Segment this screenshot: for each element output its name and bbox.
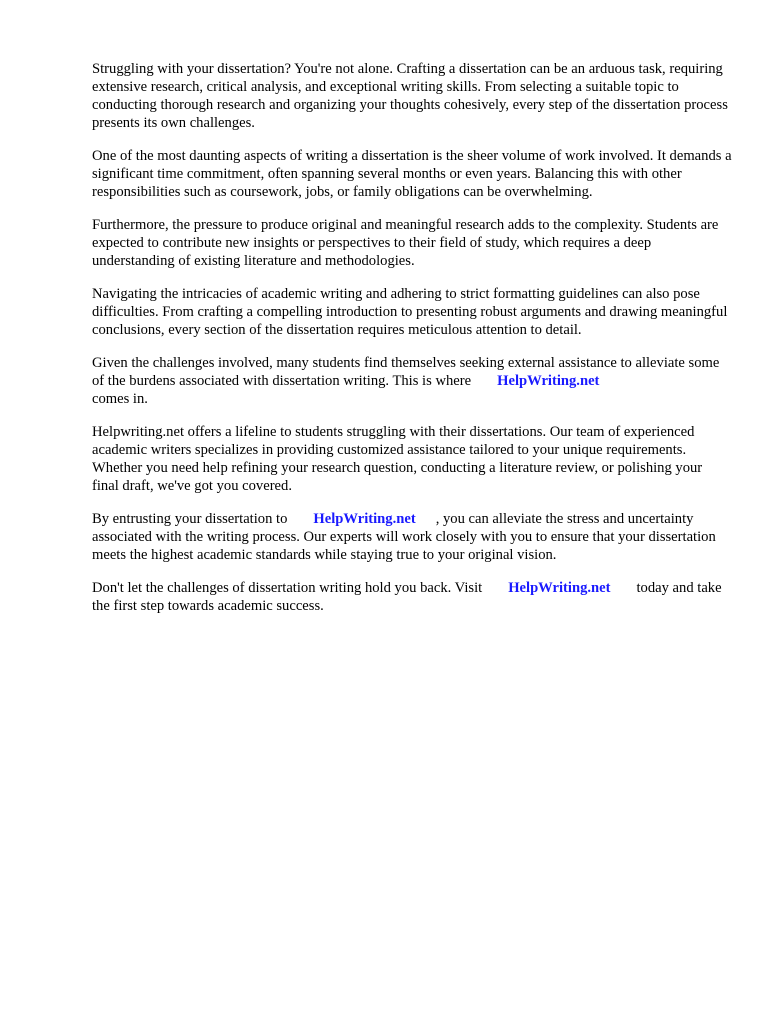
paragraph-assistance [92,354,732,408]
paragraph-lifeline: Helpwriting.net offers a lifeline to students struggling with their dissertations. Our team of experienced academic writers specializes in providing customized assistance tailored to your unique requirements. Whether you need help refining your research question, conducting a literature review, or polishing your final draft, we've got you covered. [92,424,703,494]
paragraph-assistance-tail: comes in. [92,391,148,407]
paragraph-pressure: Furthermore, the pressure to produce original and meaningful research adds to the complexity. Students are expected to contribute new insights or perspectives to their field of study, which requires a deep understanding of existing literature and methodologies. [92,217,719,269]
paragraph-entrusting-tail: , you can alleviate the stress and uncertainty associated with the writing process. Our experts will work closely with you to ensure that your dissertation meets the highest academic standards while staying true to your original vision. [92,511,716,563]
paragraph-visit-tail: today and take the first step towards academic success. [92,580,722,614]
paragraph-workload: One of the most daunting aspects of writing a dissertation is the sheer volume of work involved. It demands a significant time commitment, often spanning several months or even years. Balancing this with other responsibilities such as coursework, jobs, or family obligations can be overwhelming. [92,148,732,200]
helpwriting-link-2[interactable]: HelpWriting.net [313,511,416,527]
paragraph-assistance-text: Given the challenges involved, many students find themselves seeking external assistance to alleviate some of the burdens associated with dissertation writing. This is where [92,355,720,389]
paragraph-intro: Struggling with your dissertation? You're not alone. Crafting a dissertation can be an arduous task, requiring extensive research, critical analysis, and exceptional writing skills. From selecting a suitable topic to conducting thorough research and organizing your thoughts cohesively, every step of the dissertation process presents its own challenges. [92,61,728,131]
document-body [92,60,732,630]
helpwriting-link-3[interactable]: HelpWriting.net [508,580,611,596]
paragraph-formatting: Navigating the intricacies of academic writing and adhering to strict formatting guidelines can also pose difficulties. From crafting a compelling introduction to presenting robust arguments and drawing meaningful conclusions, every section of the dissertation requires meticulous attention to detail. [92,286,728,338]
paragraph-visit [92,579,732,615]
paragraph-entrusting [92,510,732,564]
helpwriting-link-1[interactable]: HelpWriting.net [497,373,600,389]
paragraph-visit-text: Don't let the challenges of dissertation writing hold you back. Visit [92,580,483,596]
paragraph-entrusting-text: By entrusting your dissertation to [92,511,288,527]
